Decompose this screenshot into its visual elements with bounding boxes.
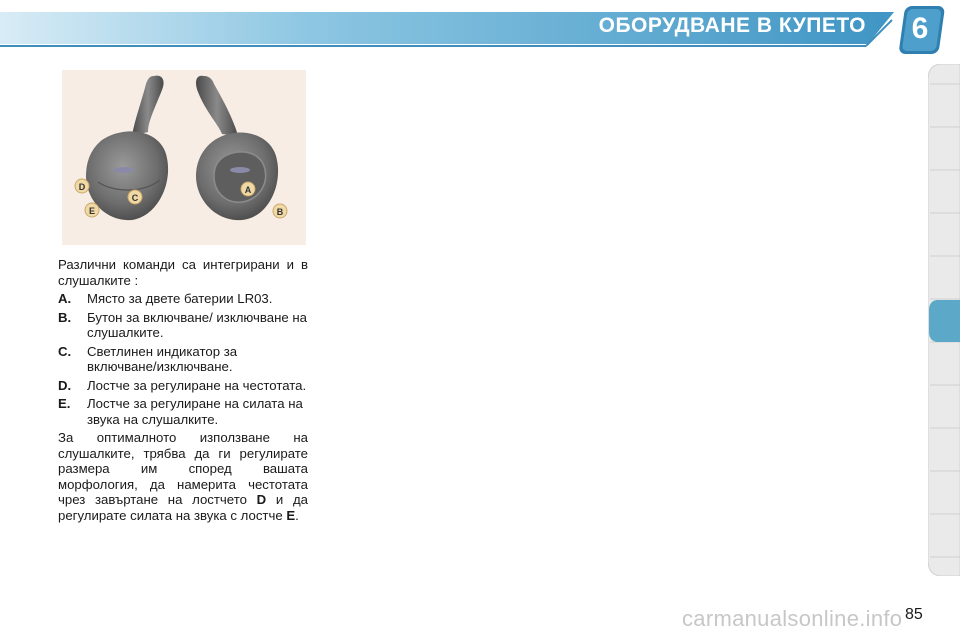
list-item xyxy=(58,378,308,394)
item-text: Бутон за включване/ изключване на слушалките. xyxy=(87,309,307,340)
callout-c xyxy=(128,190,142,204)
item-letter: A. xyxy=(58,291,72,306)
intro-paragraph: Различни команди са интегрирани и в слушалките : xyxy=(58,257,308,288)
page-number: 85 xyxy=(905,606,923,623)
page-title: ОБОРУДВАНЕ В КУПЕТО xyxy=(598,14,866,37)
item-text: Светлинен индикатор за включване/изключване. xyxy=(87,343,238,374)
description-text xyxy=(58,257,308,523)
svg-text:E: E xyxy=(88,206,96,216)
list-item xyxy=(58,344,308,375)
callout-e xyxy=(85,203,99,217)
list-item xyxy=(58,310,308,341)
headphones-illustration xyxy=(62,70,306,245)
list-item xyxy=(58,291,308,307)
item-text: Лостче за регулиране на силата на звука на слушалките. xyxy=(87,396,303,427)
usage-text-2: и да регулирате силата на звука с лостче xyxy=(58,492,308,523)
watermark: carmanualsonline.info xyxy=(682,606,903,631)
item-letter: C. xyxy=(58,343,72,359)
svg-text:C: C xyxy=(131,193,139,203)
svg-text:A: A xyxy=(244,185,252,195)
callout-a xyxy=(241,182,255,196)
item-text: Лостче за регулиране на честотата. xyxy=(87,377,307,393)
callout-d xyxy=(75,179,89,193)
item-text: Място за двете батерии LR03. xyxy=(87,291,273,306)
list-item xyxy=(58,396,308,427)
usage-text-3: . xyxy=(295,507,299,523)
item-letter: E. xyxy=(58,396,71,411)
item-letter: D. xyxy=(58,377,72,393)
callout-b xyxy=(273,204,287,218)
chapter-tab-strip xyxy=(928,64,960,576)
usage-bold-d: D xyxy=(256,492,267,507)
svg-text:D: D xyxy=(78,182,86,192)
page-header xyxy=(0,0,960,58)
item-letter: B. xyxy=(58,309,72,325)
usage-bold-e: E xyxy=(286,507,296,523)
headphones-figure xyxy=(62,70,306,245)
chapter-number: 6 xyxy=(911,12,929,45)
svg-text:B: B xyxy=(276,207,284,217)
tab-active xyxy=(929,300,960,342)
usage-text-1: За оптималното използване на слушалките, трябва да ги регулирате размера им според вашата морфология, да намерита честотата чрез завъртане на лостчето xyxy=(58,430,308,507)
chapter-tabs xyxy=(928,64,960,576)
usage-paragraph xyxy=(58,430,308,523)
